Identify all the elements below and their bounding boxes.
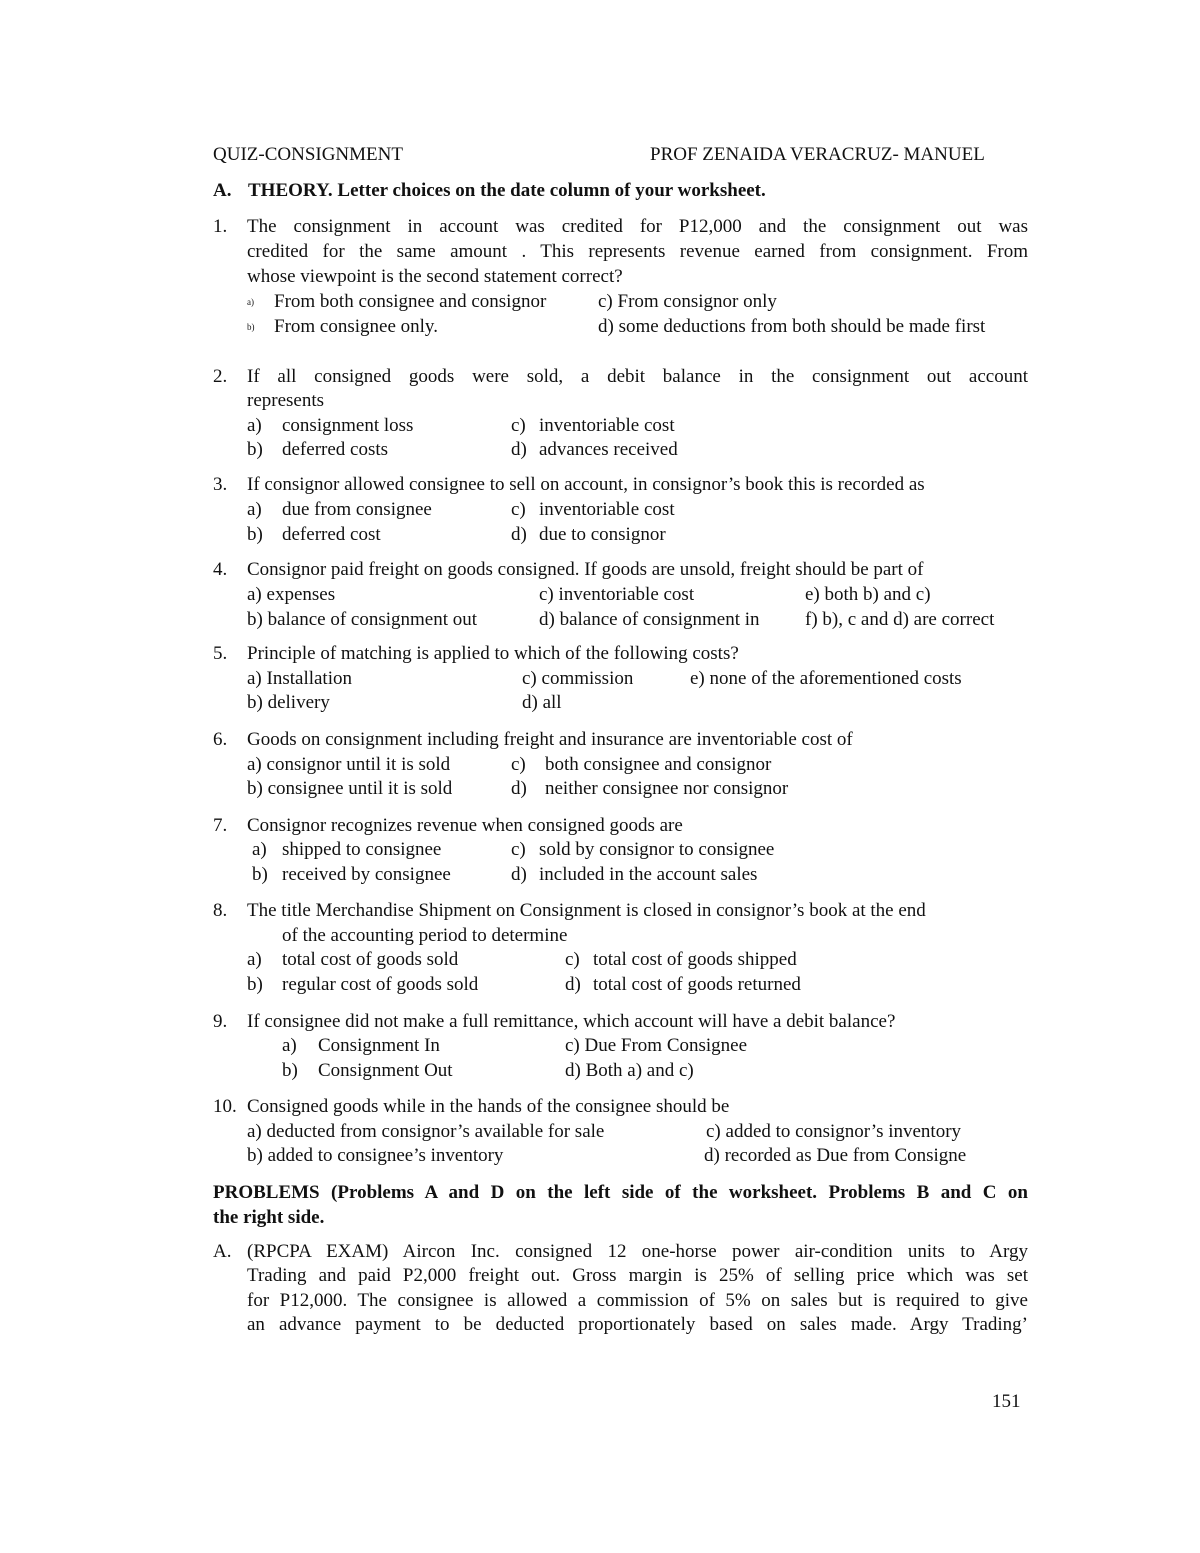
choice-a: Consignment In — [318, 1035, 440, 1056]
choice-d: d) some deductions from both should be made first — [598, 316, 986, 337]
choice-a: a) expenses — [247, 584, 336, 605]
choice-marker: a) — [247, 415, 262, 436]
choice-marker: a) — [247, 949, 262, 970]
choice-marker: b) — [282, 1060, 298, 1081]
question-number: 3. — [213, 474, 228, 495]
choice-d: d) Both a) and c) — [565, 1060, 694, 1081]
problem-text: for P12,000. The consignee is allowed a commission of 5% on sales but is required to give — [247, 1290, 1028, 1311]
choice-c: c) added to consignor’s inventory — [706, 1121, 962, 1142]
choice-c: c) Due From Consignee — [565, 1035, 748, 1056]
choice-marker: d) — [565, 974, 581, 995]
question-number: 6. — [213, 729, 228, 750]
question-text: The consignment in account was credited for P12,000 and the consignment out was — [247, 216, 1028, 237]
choice-b: deferred cost — [282, 524, 381, 545]
choice-b: b) balance of consignment out — [247, 609, 478, 630]
question-text: of the accounting period to determine — [282, 925, 568, 946]
choice-a: a) consignor until it is sold — [247, 754, 451, 775]
choice-marker: c) — [565, 949, 580, 970]
question-text: Goods on consignment including freight and insurance are inventoriable cost of — [247, 729, 853, 750]
problem-text: an advance payment to be deducted proportionately based on sales made. Argy Trading’ — [247, 1314, 1028, 1335]
question-text: credited for the same amount . This represents revenue earned from consignment. From — [247, 241, 1028, 262]
choice-c: both consignee and consignor — [545, 754, 772, 775]
problem-text: Trading and paid P2,000 freight out. Gross margin is 25% of selling price which was set — [247, 1265, 1028, 1286]
choice-a: From both consignee and consignor — [274, 291, 547, 312]
choice-c: inventoriable cost — [539, 415, 675, 436]
question-text: If all consigned goods were sold, a debit balance in the consignment out account — [247, 366, 1028, 387]
choice-marker: b) — [247, 322, 255, 332]
choice-marker: a) — [247, 499, 262, 520]
question-number: 8. — [213, 900, 228, 921]
choice-marker: d) — [511, 524, 527, 545]
document-title: QUIZ-CONSIGNMENT — [213, 144, 403, 165]
question-text: Consigned goods while in the hands of the consignee should be — [247, 1096, 730, 1117]
choice-marker: a) — [247, 297, 254, 307]
choice-b: From consignee only. — [274, 316, 438, 337]
choice-c: c) commission — [522, 668, 634, 689]
choice-marker: b) — [252, 864, 268, 885]
section-heading: THEORY. Letter choices on the date column of your worksheet. — [248, 180, 766, 201]
choice-a: consignment loss — [282, 415, 414, 436]
choice-marker: d) — [511, 439, 527, 460]
choice-marker: a) — [282, 1035, 297, 1056]
question-number: 5. — [213, 643, 228, 664]
author-name: PROF ZENAIDA VERACRUZ- MANUEL — [650, 144, 985, 165]
choice-d: total cost of goods returned — [593, 974, 801, 995]
choice-e: e) none of the aforementioned costs — [690, 668, 962, 689]
question-number: 2. — [213, 366, 228, 387]
choice-c: c) inventoriable cost — [539, 584, 695, 605]
choice-e: e) both b) and c) — [805, 584, 931, 605]
choice-a: total cost of goods sold — [282, 949, 459, 970]
choice-d: d) all — [522, 692, 562, 713]
choice-d: neither consignee nor consignor — [545, 778, 789, 799]
choice-b: received by consignee — [282, 864, 451, 885]
choice-d: d) balance of consignment in — [539, 609, 760, 630]
choice-b: deferred costs — [282, 439, 389, 460]
question-text: Principle of matching is applied to which of the following costs? — [247, 643, 739, 664]
question-text: whose viewpoint is the second statement correct? — [247, 266, 623, 287]
choice-f: f) b), c and d) are correct — [805, 609, 995, 630]
question-number: 4. — [213, 559, 228, 580]
choice-marker: d) — [511, 778, 527, 799]
choice-marker: a) — [252, 839, 267, 860]
choice-c: c) From consignor only — [598, 291, 777, 312]
question-number: 10. — [213, 1096, 237, 1117]
choice-b: b) delivery — [247, 692, 330, 713]
choice-d: due to consignor — [539, 524, 666, 545]
problems-heading: the right side. — [213, 1207, 325, 1228]
problem-letter: A. — [213, 1241, 232, 1262]
choice-b: Consignment Out — [318, 1060, 453, 1081]
question-text: Consignor recognizes revenue when consigned goods are — [247, 815, 683, 836]
choice-b: b) consignee until it is sold — [247, 778, 453, 799]
question-text: Consignor paid freight on goods consigned. If goods are unsold, freight should be part of — [247, 559, 924, 580]
choice-b: regular cost of goods sold — [282, 974, 479, 995]
choice-marker: b) — [247, 439, 263, 460]
choice-c: inventoriable cost — [539, 499, 675, 520]
choice-marker: c) — [511, 754, 526, 775]
choice-c: sold by consignor to consignee — [539, 839, 775, 860]
choice-c: total cost of goods shipped — [593, 949, 797, 970]
question-text: If consignor allowed consignee to sell on account, in consignor’s book this is recorded as — [247, 474, 925, 495]
problem-text: (RPCPA EXAM) Aircon Inc. consigned 12 one-horse power air-condition units to Argy — [247, 1241, 1028, 1262]
choice-d: included in the account sales — [539, 864, 758, 885]
question-text: represents — [247, 390, 325, 411]
choice-marker: b) — [247, 974, 263, 995]
choice-a: shipped to consignee — [282, 839, 442, 860]
choice-marker: c) — [511, 839, 526, 860]
question-text: The title Merchandise Shipment on Consignment is closed in consignor’s book at the end — [247, 900, 926, 921]
choice-d: d) recorded as Due from Consigne — [704, 1145, 967, 1166]
question-number: 9. — [213, 1011, 228, 1032]
choice-marker: c) — [511, 499, 526, 520]
choice-a: a) deducted from consignor’s available for sale — [247, 1121, 605, 1142]
question-text: If consignee did not make a full remittance, which account will have a debit balance? — [247, 1011, 896, 1032]
problems-heading: PROBLEMS (Problems A and D on the left side of the worksheet. Problems B and C on — [213, 1182, 1028, 1203]
section-letter: A. — [213, 180, 232, 201]
choice-marker: b) — [247, 524, 263, 545]
question-number: 7. — [213, 815, 228, 836]
page-number: 151 — [992, 1391, 1021, 1412]
choice-a: a) Installation — [247, 668, 352, 689]
choice-a: due from consignee — [282, 499, 432, 520]
choice-d: advances received — [539, 439, 678, 460]
question-number: 1. — [213, 216, 228, 237]
choice-marker: d) — [511, 864, 527, 885]
choice-marker: c) — [511, 415, 526, 436]
choice-b: b) added to consignee’s inventory — [247, 1145, 504, 1166]
